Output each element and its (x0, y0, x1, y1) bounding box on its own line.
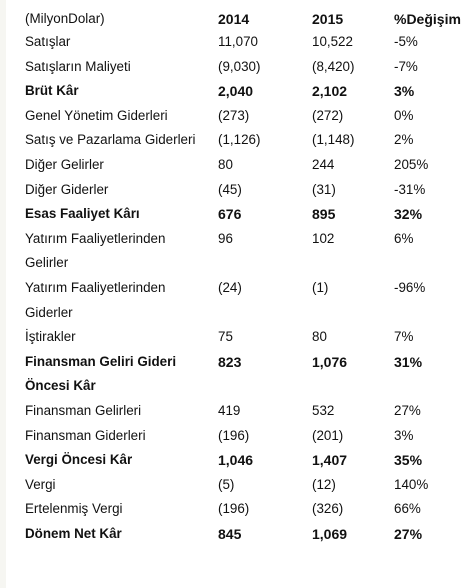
row-change: -96% (394, 279, 426, 295)
row-value-2015: 1,069 (312, 525, 348, 542)
table-row (25, 522, 469, 547)
row-value-2014: (45) (218, 181, 242, 197)
row-value-2014: 2,040 (218, 83, 254, 100)
row-change: -7% (394, 58, 418, 74)
row-value-2014: 80 (218, 156, 233, 172)
row-label: Esas Faaliyet Kârı (25, 206, 140, 222)
row-label: Vergi (25, 476, 56, 492)
row-value-2015: 1,076 (312, 353, 348, 370)
row-value-2014: 1,046 (218, 452, 254, 469)
row-change: -31% (394, 181, 426, 197)
table-row (25, 497, 469, 522)
table-row (25, 30, 469, 55)
row-change: 7% (394, 329, 414, 345)
row-label: Yatırım Faaliyetlerinden Gelirler (25, 230, 166, 271)
header-year-2014: 2014 (218, 11, 250, 27)
row-value-2015: 244 (312, 156, 335, 172)
row-value-2014: 96 (218, 230, 233, 246)
table-row (25, 79, 469, 104)
table-row (25, 153, 469, 178)
row-value-2015: (201) (312, 427, 344, 443)
table-row (25, 202, 469, 227)
row-value-2014: 419 (218, 402, 241, 418)
row-label: Satış ve Pazarlama Giderleri (25, 132, 196, 148)
row-value-2014: 676 (218, 206, 242, 223)
table-header-row (25, 8, 469, 30)
row-label: Finansman Giderleri (25, 427, 146, 443)
row-change: 205% (394, 156, 429, 172)
row-value-2014: (9,030) (218, 58, 261, 74)
row-value-2015: (272) (312, 107, 344, 123)
header-year-2015: 2015 (312, 11, 344, 27)
row-change: -5% (394, 34, 418, 49)
row-change: 27% (394, 402, 421, 418)
row-label: Vergi Öncesi Kâr (25, 452, 133, 468)
row-value-2015: 532 (312, 402, 335, 418)
row-value-2015: (12) (312, 476, 336, 492)
table-row (25, 104, 469, 129)
row-value-2014: 75 (218, 329, 233, 345)
row-label: Finansman Geliri Gideri Öncesi Kâr (25, 353, 177, 394)
row-label: Genel Yönetim Giderleri (25, 107, 168, 123)
row-value-2014: 823 (218, 353, 242, 370)
row-value-2015: (1,148) (312, 132, 355, 148)
header-unit-label: (MilyonDolar) (25, 11, 105, 26)
row-label: Satışlar (25, 34, 71, 49)
row-change: 2% (394, 132, 414, 148)
row-change: 31% (394, 353, 423, 370)
row-label: İştirakler (25, 329, 76, 345)
row-label: Yatırım Faaliyetlerinden Giderler (25, 279, 166, 320)
row-value-2014: (196) (218, 501, 250, 517)
row-value-2014: (273) (218, 107, 250, 123)
table-row (25, 276, 469, 325)
row-change: 35% (394, 452, 423, 469)
row-change: 0% (394, 107, 414, 123)
row-value-2015: 1,407 (312, 452, 348, 469)
row-value-2015: 80 (312, 329, 327, 345)
table-row (25, 55, 469, 80)
table-row (25, 128, 469, 153)
row-change: 32% (394, 206, 423, 223)
row-label: Brüt Kâr (25, 83, 79, 99)
table-row (25, 227, 469, 276)
row-change: 66% (394, 501, 421, 517)
row-value-2014: 845 (218, 525, 242, 542)
row-label: Dönem Net Kâr (25, 525, 122, 541)
row-value-2015: (31) (312, 181, 336, 197)
row-label: Ertelenmiş Vergi (25, 501, 123, 517)
row-value-2015: 10,522 (312, 34, 353, 49)
row-change: 3% (394, 83, 415, 100)
row-change: 140% (394, 476, 429, 492)
table-body (25, 30, 469, 546)
row-value-2014: (24) (218, 279, 242, 295)
row-value-2015: (8,420) (312, 58, 355, 74)
table-row (25, 399, 469, 424)
row-change: 6% (394, 230, 414, 246)
row-label: Diğer Giderler (25, 181, 109, 197)
left-edge-strip (0, 0, 6, 588)
header-change: %Değişim (394, 11, 461, 27)
row-label: Finansman Gelirleri (25, 402, 142, 418)
table-row (25, 473, 469, 498)
row-value-2015: 895 (312, 206, 336, 223)
table-row (25, 178, 469, 203)
table-row (25, 325, 469, 350)
row-value-2015: (1) (312, 279, 329, 295)
row-value-2014: (196) (218, 427, 250, 443)
row-value-2015: 2,102 (312, 83, 348, 100)
table-row (25, 448, 469, 473)
row-change: 3% (394, 427, 414, 443)
row-value-2014: (5) (218, 476, 235, 492)
row-value-2015: (326) (312, 501, 344, 517)
table-row (25, 424, 469, 449)
row-label: Satışların Maliyeti (25, 58, 131, 74)
table-row (25, 350, 469, 399)
income-statement-table (25, 8, 469, 546)
row-label: Diğer Gelirler (25, 156, 104, 172)
row-value-2014: (1,126) (218, 132, 261, 148)
row-change: 27% (394, 525, 423, 542)
row-value-2015: 102 (312, 230, 335, 246)
row-value-2014: 11,070 (218, 34, 258, 49)
